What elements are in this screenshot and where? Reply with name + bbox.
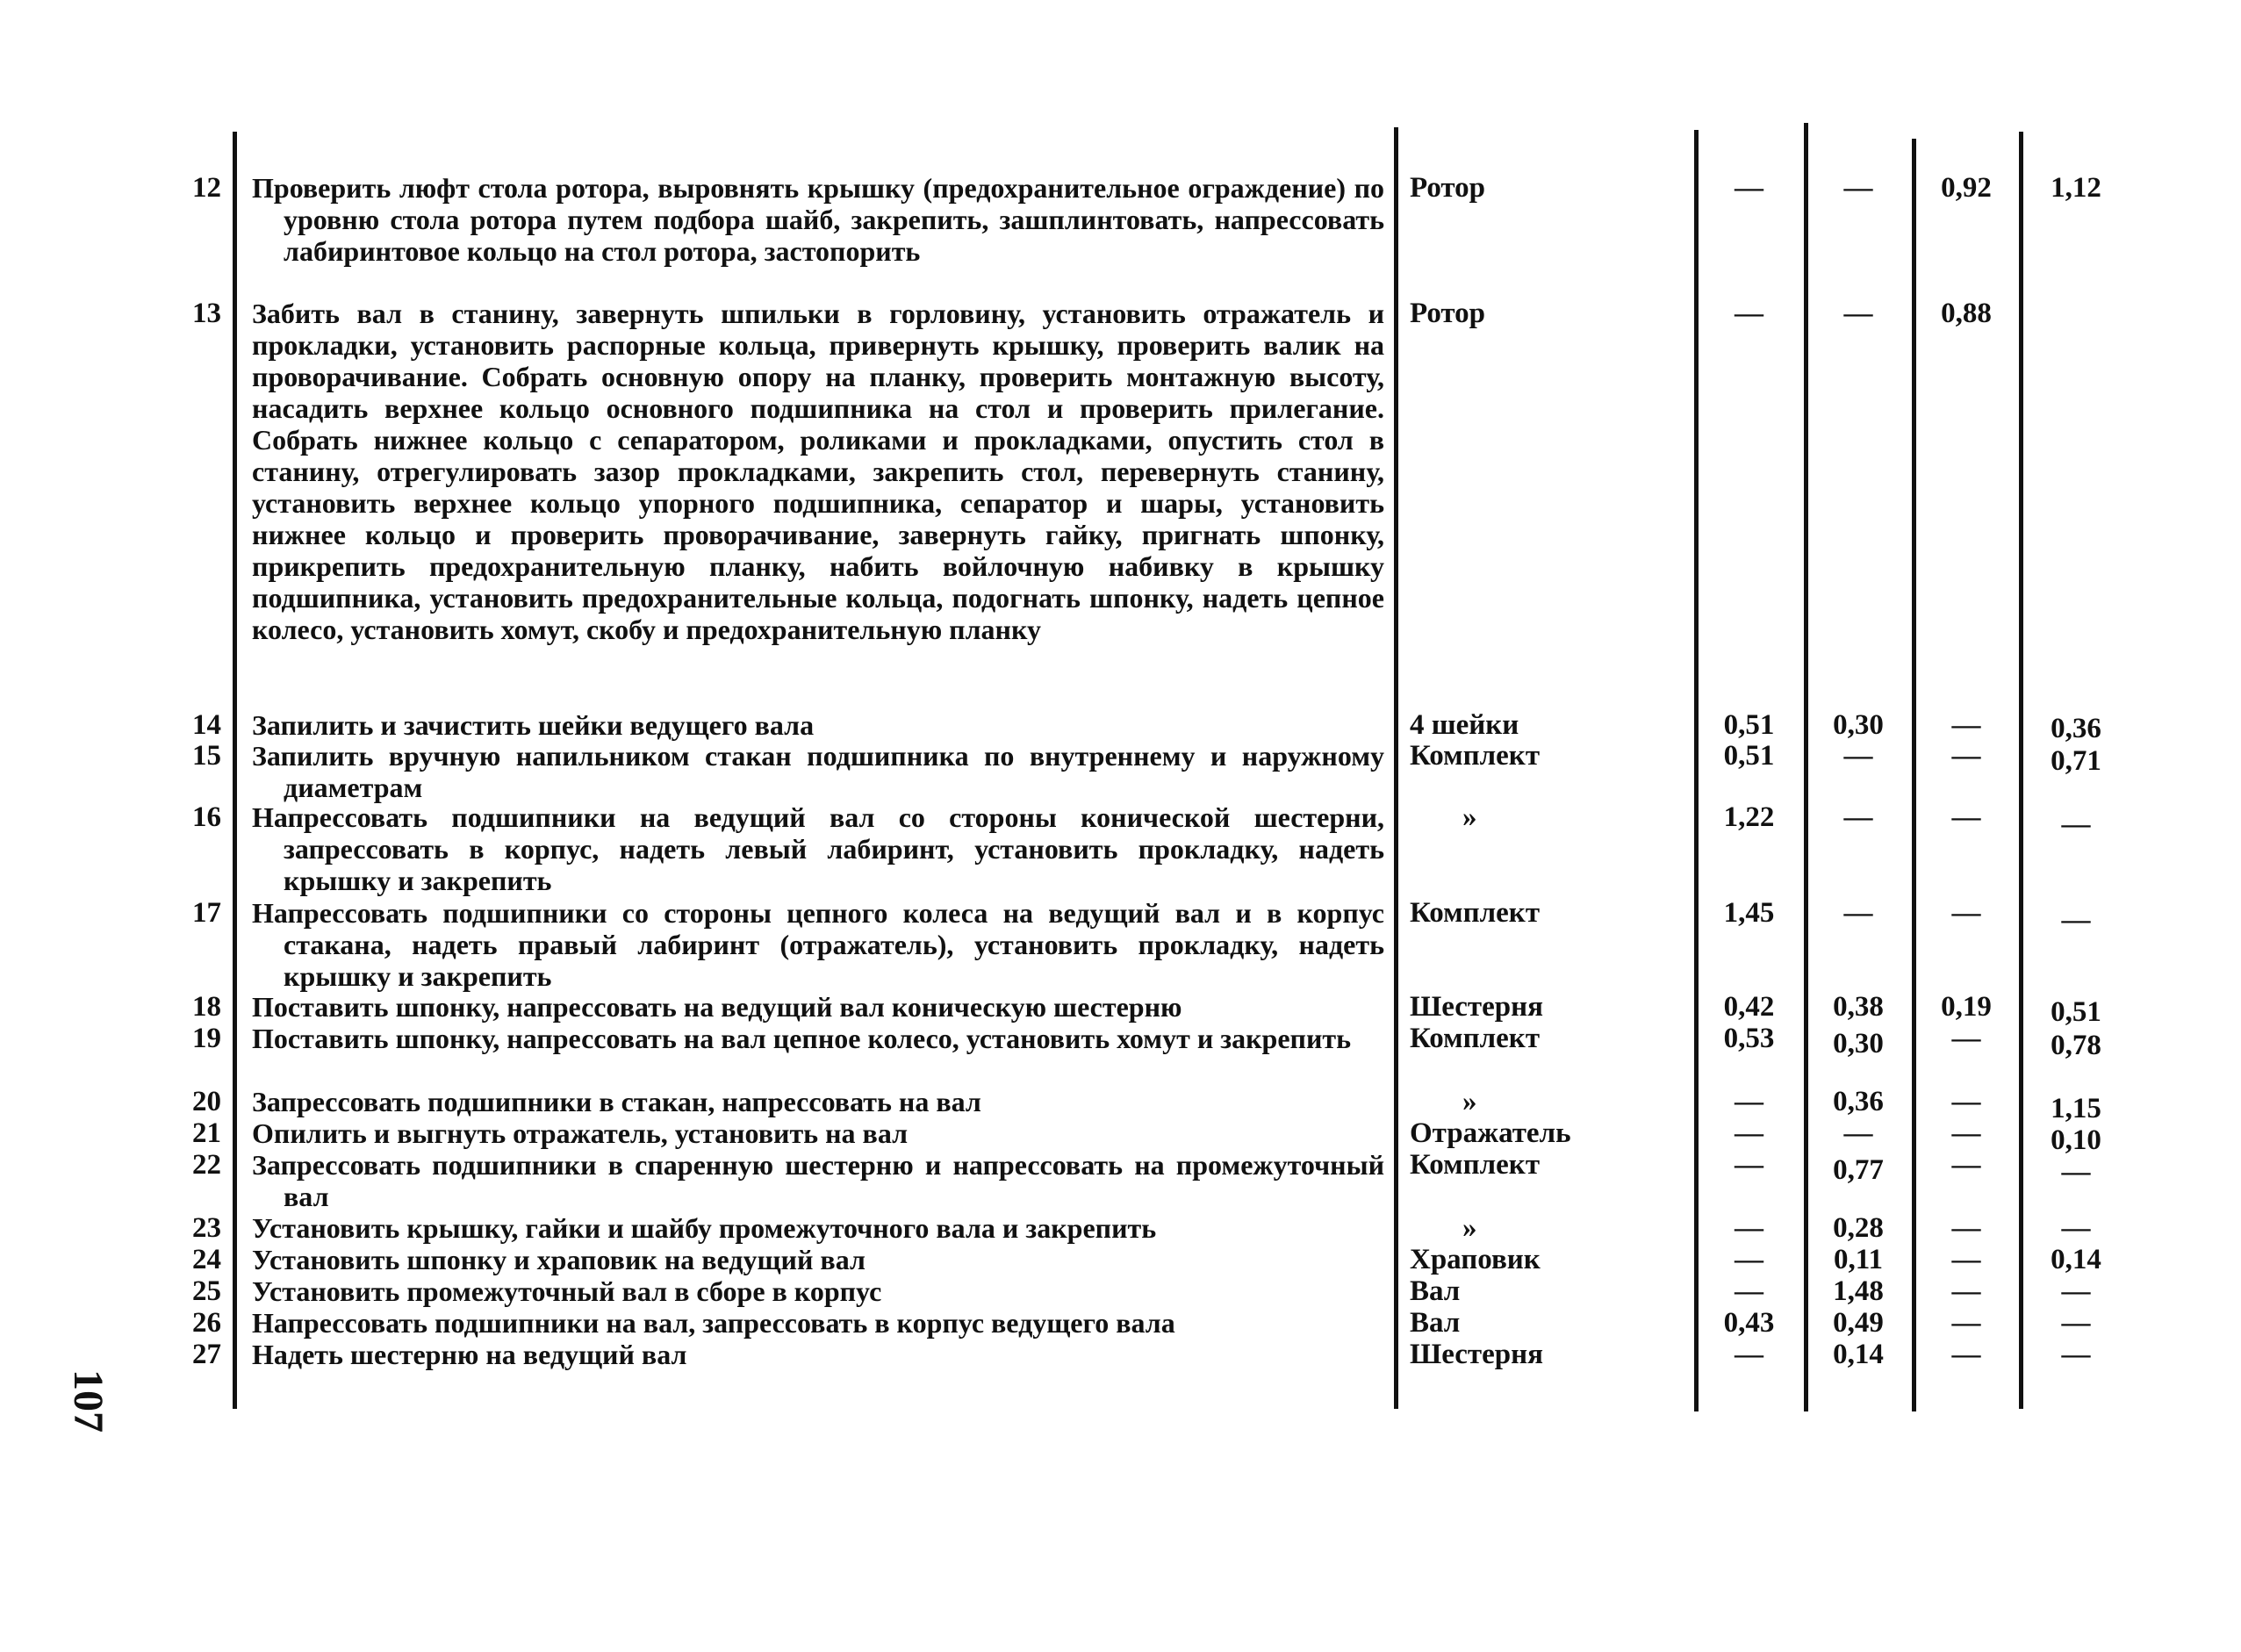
row-number: 13	[192, 298, 221, 329]
value-col-2: 0,30	[1833, 1028, 1884, 1059]
unit-of-measure: Вал	[1410, 1307, 1461, 1339]
value-col-2: —	[1843, 1117, 1873, 1149]
value-col-1: —	[1735, 172, 1763, 204]
value-col-1: 0,42	[1723, 991, 1775, 1023]
row-number: 22	[192, 1149, 221, 1181]
value-col-3: —	[1951, 1307, 1981, 1339]
operation-description: Напрессовать подшипники на ведущий вал со стороны конической шестерни, запрессовать в корпус, надеть левый лабиринт, установить прокладку, надеть крышку и закрепить	[252, 801, 1384, 896]
row-number: 15	[192, 740, 221, 772]
value-col-4: 1,12	[2051, 172, 2101, 204]
unit-of-measure: Храповик	[1410, 1244, 1541, 1275]
value-col-4: 0,14	[2051, 1244, 2101, 1275]
value-col-4: 0,36	[2051, 713, 2101, 744]
value-col-1: —	[1735, 1212, 1763, 1244]
value-col-3: —	[1951, 709, 1981, 741]
value-col-2: —	[1843, 897, 1873, 929]
row-number: 19	[192, 1023, 221, 1054]
value-col-3: —	[1951, 1023, 1981, 1054]
operation-description: Запилить вручную напильником стакан подшипника по внутреннему и наружному диаметрам	[252, 740, 1384, 803]
page-number: 107	[65, 1369, 111, 1433]
operation-description: Запрессовать подшипники в стакан, напрессовать на вал	[252, 1086, 981, 1117]
value-col-1: —	[1735, 1149, 1763, 1181]
unit-ditto-mark: »	[1462, 801, 1477, 833]
value-col-1: 0,43	[1723, 1307, 1775, 1339]
operation-description: Напрессовать подшипники на вал, запрессовать в корпус ведущего вала	[252, 1307, 1175, 1339]
value-col-3: —	[1951, 801, 1981, 833]
value-col-4: —	[2061, 1339, 2091, 1370]
unit-ditto-mark: »	[1462, 1086, 1477, 1117]
operation-description: Проверить люфт стола ротора, выровнять крышку (предохранительное ограждение) по уровню стола ротора путем подбора шайб, закрепить, зашплинтовать, напрессовать лабиринтовое кольцо на стол ротора, застопорить	[252, 172, 1384, 267]
value-col-2: 0,14	[1833, 1339, 1884, 1370]
operation-description: Установить шпонку и храповик на ведущий вал	[252, 1244, 866, 1275]
unit-of-measure: Шестерня	[1410, 1339, 1544, 1370]
row-number: 16	[192, 801, 221, 833]
rule-c1-c2	[1804, 123, 1808, 1411]
value-col-1: —	[1735, 1117, 1763, 1149]
value-col-3: 0,92	[1941, 172, 1992, 204]
value-col-1: 0,51	[1723, 709, 1775, 741]
value-col-1: 0,53	[1723, 1023, 1775, 1054]
operation-description: Запрессовать подшипники в спаренную шестерню и напрессовать на промежуточный вал	[252, 1149, 1384, 1212]
value-col-3: —	[1951, 1149, 1981, 1181]
operation-description: Опилить и выгнуть отражатель, установить на вал	[252, 1117, 909, 1149]
unit-of-measure: Ротор	[1410, 172, 1486, 204]
value-col-1: 1,45	[1723, 897, 1775, 929]
value-col-4: —	[2061, 1307, 2091, 1339]
rule-c2-c3	[1912, 139, 1916, 1411]
row-number: 17	[192, 897, 221, 929]
value-col-3: —	[1951, 1275, 1981, 1307]
value-col-2: 0,36	[1833, 1086, 1884, 1117]
value-col-2: 0,28	[1833, 1212, 1884, 1244]
value-col-1: —	[1735, 1339, 1763, 1370]
unit-of-measure: Комплект	[1410, 740, 1541, 772]
value-col-2: —	[1843, 740, 1873, 772]
row-number: 24	[192, 1244, 221, 1275]
value-col-3: 0,88	[1941, 298, 1992, 329]
operation-description: Напрессовать подшипники со стороны цепного колеса на ведущий вал и в корпус стакана, надеть правый лабиринт (отражатель), установить прокладку, надеть крышку и закрепить	[252, 897, 1384, 992]
value-col-3: —	[1951, 1117, 1981, 1149]
value-col-2: 0,77	[1833, 1154, 1884, 1186]
unit-of-measure: 4 шейки	[1410, 709, 1519, 741]
rule-desc-unit	[1394, 127, 1398, 1409]
operation-description: Поставить шпонку, напрессовать на ведущий вал коническую шестерню	[252, 991, 1182, 1023]
row-number: 18	[192, 991, 221, 1023]
value-col-3: 0,19	[1941, 991, 1992, 1023]
rule-left	[233, 132, 237, 1409]
value-col-3: —	[1951, 1212, 1981, 1244]
operation-description: Поставить шпонку, напрессовать на вал цепное колесо, установить хомут и закрепить	[252, 1023, 1352, 1054]
value-col-2: —	[1843, 801, 1873, 833]
row-number: 14	[192, 709, 221, 741]
row-number: 25	[192, 1275, 221, 1307]
unit-of-measure: Отражатель	[1410, 1117, 1571, 1149]
value-col-4: —	[2061, 808, 2091, 840]
value-col-1: —	[1735, 1086, 1763, 1117]
value-col-3: —	[1951, 1086, 1981, 1117]
unit-of-measure: Комплект	[1410, 1023, 1541, 1054]
value-col-1: 0,51	[1723, 740, 1775, 772]
value-col-4: —	[2061, 904, 2091, 936]
value-col-1: —	[1735, 1244, 1763, 1275]
value-col-2: —	[1843, 298, 1873, 329]
unit-of-measure: Ротор	[1410, 298, 1486, 329]
unit-of-measure: Шестерня	[1410, 991, 1544, 1023]
unit-ditto-mark: »	[1462, 1212, 1477, 1244]
row-number: 27	[192, 1339, 221, 1370]
value-col-1: —	[1735, 1275, 1763, 1307]
operation-description: Установить крышку, гайки и шайбу промежуточного вала и закрепить	[252, 1212, 1157, 1244]
row-number: 20	[192, 1086, 221, 1117]
value-col-4: —	[2061, 1275, 2091, 1307]
value-col-4: 0,78	[2051, 1030, 2101, 1061]
unit-of-measure: Комплект	[1410, 1149, 1541, 1181]
unit-of-measure: Вал	[1410, 1275, 1461, 1307]
value-col-2: —	[1843, 172, 1873, 204]
value-col-1: —	[1735, 298, 1763, 329]
row-number: 21	[192, 1117, 221, 1149]
value-col-2: 0,49	[1833, 1307, 1884, 1339]
value-col-2: 0,30	[1833, 709, 1884, 741]
value-col-3: —	[1951, 740, 1981, 772]
value-col-2: 0,11	[1834, 1244, 1883, 1275]
value-col-2: 0,38	[1833, 991, 1884, 1023]
value-col-4: 0,51	[2051, 996, 2101, 1028]
value-col-4: 0,10	[2051, 1124, 2101, 1156]
row-number: 23	[192, 1212, 221, 1244]
row-number: 26	[192, 1307, 221, 1339]
row-number: 12	[192, 172, 221, 204]
value-col-3: —	[1951, 897, 1981, 929]
operation-description: Установить промежуточный вал в сборе в корпус	[252, 1275, 882, 1307]
value-col-4: 0,71	[2051, 745, 2101, 777]
value-col-4: —	[2061, 1212, 2091, 1244]
value-col-2: 1,48	[1833, 1275, 1884, 1307]
value-col-4: —	[2061, 1156, 2091, 1188]
operation-description: Запилить и зачистить шейки ведущего вала	[252, 709, 815, 741]
value-col-1: 1,22	[1723, 801, 1775, 833]
value-col-3: —	[1951, 1244, 1981, 1275]
operation-description: Надеть шестерню на ведущий вал	[252, 1339, 687, 1370]
value-col-4: 1,15	[2051, 1093, 2101, 1124]
value-col-3: —	[1951, 1339, 1981, 1370]
operation-description: Забить вал в станину, завернуть шпильки в горловину, установить отражатель и прокладки, установить распорные кольца, привернуть крышку, проверить валик на проворачивание. Собрать основную опору на планку, проверить монтажную высоту, насадить верхнее кольцо основного подшипника на стол и проверить прилегание. Собрать нижнее кольцо с сепаратором, роликами и прокладками, опустить стол в станину, отрегулировать зазор прокладками, закрепить стол, перевернуть станину, установить верхнее кольцо упорного подшипника, сепаратор и шары, установить нижнее кольцо и проверить проворачивание, завернуть гайку, пригнать шпонку, прикрепить предохранительную планку, набить войлочную набивку в крышку подшипника, установить предохранительные кольца, подогнать шпонку, надеть цепное колесо, установить хомут, скобу и предохранительную планку	[252, 298, 1384, 645]
unit-of-measure: Комплект	[1410, 897, 1541, 929]
